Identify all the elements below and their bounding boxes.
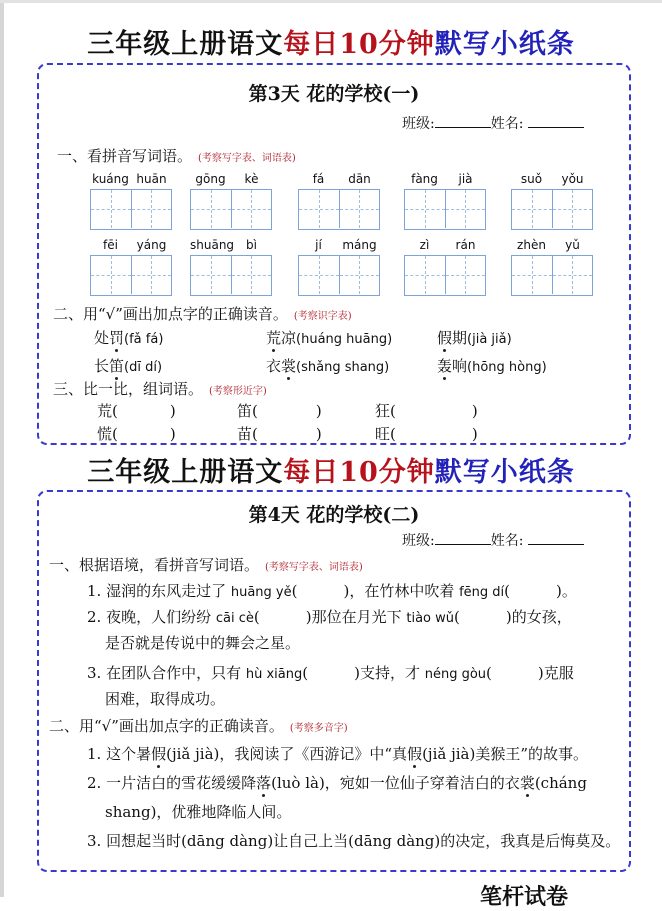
worksheet-card-day3 bbox=[37, 63, 631, 445]
page-left-edge bbox=[0, 0, 4, 897]
class-field[interactable] bbox=[435, 114, 491, 128]
compare-item[interactable]: 旺( ) bbox=[375, 425, 478, 443]
section-label: 一、看拼音写词语。 bbox=[57, 147, 193, 165]
section-heading-2 bbox=[53, 303, 352, 324]
section-label: 三、比一比，组词语。 bbox=[53, 380, 204, 398]
writing-grid[interactable] bbox=[404, 255, 486, 296]
pinyin: yáng bbox=[136, 238, 167, 252]
class-label: 班级: bbox=[402, 116, 435, 132]
dotted-char: 笛 bbox=[109, 357, 125, 375]
section-heading-1 bbox=[57, 145, 296, 166]
section-note: (考察识字表) bbox=[293, 311, 352, 322]
pronunciation-option[interactable]: 衣裳(shǎng shang) bbox=[266, 357, 390, 375]
pinyin-choices: (hōng hòng) bbox=[467, 360, 547, 375]
pinyin: kè bbox=[244, 172, 259, 186]
fill-question-1: 1. 湿润的东风走过了 huāng yě( )，在竹林中吹着 fēng dí( )。 bbox=[87, 582, 577, 600]
section-label: 二、用“√”画出加点字的正确读音。 bbox=[49, 717, 284, 735]
section-note: (考察写字表、词语表) bbox=[265, 562, 363, 573]
section-heading-1 bbox=[49, 554, 363, 575]
pinyin: suǒ bbox=[520, 172, 543, 186]
dotted-char: 轰 bbox=[437, 357, 453, 375]
name-label: 姓名: bbox=[490, 533, 524, 549]
title-black: 三年级上册语文 bbox=[87, 29, 284, 60]
writing-grid[interactable] bbox=[190, 255, 272, 296]
pinyin-choices: (huáng huāng) bbox=[296, 332, 393, 347]
title-red: 每日10分钟 bbox=[283, 457, 435, 488]
worksheet-card-day4 bbox=[37, 490, 631, 872]
pinyin-choices: (jià jiǎ) bbox=[467, 332, 512, 347]
title-blue: 默写小纸条 bbox=[434, 457, 575, 488]
writing-grid[interactable] bbox=[511, 189, 593, 230]
class-field[interactable] bbox=[435, 531, 491, 545]
main-title-1 bbox=[0, 22, 662, 61]
compare-item[interactable]: 笛( ) bbox=[237, 402, 322, 420]
pronunciation-option[interactable]: 长笛(dī dí) bbox=[94, 357, 163, 375]
pinyin: rán bbox=[455, 238, 476, 252]
dotted-char: 假 bbox=[437, 329, 453, 347]
card-title: 第4天 花的学校(二) bbox=[248, 504, 420, 526]
reading-question-2[interactable]: 2. 一片洁白的雪花缓缓降落(luò là)，宛如一位仙子穿着洁白的衣裳(cháng bbox=[87, 774, 587, 792]
dotted-char: 裳 bbox=[281, 357, 297, 375]
writing-grid[interactable] bbox=[404, 189, 486, 230]
compare-item[interactable]: 狂( ) bbox=[375, 402, 478, 420]
pinyin-choices: (dī dí) bbox=[124, 360, 163, 375]
pinyin: jí bbox=[315, 238, 322, 252]
section-label: 二、用“√”画出加点字的正确读音。 bbox=[53, 305, 288, 323]
writing-grid[interactable] bbox=[190, 189, 272, 230]
section-label: 一、根据语境，看拼音写词语。 bbox=[49, 556, 260, 574]
pronunciation-option[interactable]: 处罚(fǎ fá) bbox=[94, 329, 164, 347]
fill-question-2-cont: 是否就是传说中的舞会之星。 bbox=[105, 634, 301, 652]
writing-grid[interactable] bbox=[90, 189, 172, 230]
section-heading-2 bbox=[49, 715, 348, 736]
dotted-char: 假 bbox=[407, 745, 423, 763]
page-top-edge bbox=[0, 0, 662, 3]
writing-grid[interactable] bbox=[298, 189, 380, 230]
compare-item[interactable]: 苗( ) bbox=[237, 425, 322, 443]
dotted-char: 荒 bbox=[266, 329, 282, 347]
compare-item[interactable]: 荒( ) bbox=[97, 402, 176, 420]
name-field[interactable] bbox=[528, 531, 584, 545]
reading-question-1[interactable]: 1. 这个暑假(jiǎ jià)，我阅读了《西游记》中“真假(jiǎ jià)美猴王”的故事。 bbox=[87, 745, 588, 763]
section-note: (考察多音字) bbox=[289, 723, 348, 734]
pinyin: zhèn bbox=[517, 238, 546, 252]
section-note: (考察写字表、词语表) bbox=[198, 153, 296, 164]
footer-watermark-partial: 笔杆试卷 bbox=[480, 885, 569, 910]
writing-grid[interactable] bbox=[298, 255, 380, 296]
pronunciation-option[interactable]: 轰响(hōng hòng) bbox=[437, 357, 547, 375]
pinyin-choices: (shǎng shang) bbox=[296, 360, 390, 375]
pinyin: yǔ bbox=[565, 238, 580, 252]
pinyin: dān bbox=[348, 172, 371, 186]
pinyin: bì bbox=[246, 238, 257, 252]
dotted-char: 假 bbox=[151, 745, 167, 763]
pinyin: kuáng bbox=[92, 172, 129, 186]
pinyin: fá bbox=[312, 172, 325, 186]
title-red: 每日10分钟 bbox=[283, 29, 435, 60]
name-field[interactable] bbox=[528, 114, 584, 128]
pinyin: fàng bbox=[411, 172, 438, 186]
pronunciation-option[interactable]: 荒凉(huáng huāng) bbox=[266, 329, 393, 347]
reading-question-3[interactable]: 3. 回想起当时(dāng dàng)让自己上当(dāng dàng)的决定，我真是后悔莫及。 bbox=[87, 832, 621, 850]
fill-question-3: 3. 在团队合作中，只有 hù xiāng( )支持，才 néng gòu( )克服 bbox=[87, 664, 574, 682]
dotted-char: 罚 bbox=[109, 329, 125, 347]
class-label: 班级: bbox=[402, 533, 435, 549]
pinyin: jià bbox=[458, 172, 473, 186]
name-label: 姓名: bbox=[490, 116, 524, 132]
compare-item[interactable]: 慌( ) bbox=[97, 425, 176, 443]
pinyin: zì bbox=[419, 238, 430, 252]
title-black: 三年级上册语文 bbox=[87, 457, 284, 488]
fill-question-2: 2. 夜晚，人们纷纷 cāi cè( )那位在月光下 tiào wǔ( )的女孩， bbox=[87, 608, 572, 626]
pinyin: huān bbox=[136, 172, 167, 186]
pinyin: fēi bbox=[103, 238, 118, 252]
class-name-row bbox=[402, 113, 584, 133]
pinyin-choices: (fǎ fá) bbox=[124, 332, 164, 347]
pinyin: máng bbox=[342, 238, 377, 252]
dotted-char: 落 bbox=[256, 774, 272, 792]
pinyin: gōng bbox=[195, 172, 226, 186]
fill-question-3-cont: 困难，取得成功。 bbox=[105, 690, 226, 708]
dotted-char: 裳 bbox=[519, 774, 535, 792]
pinyin: shuāng bbox=[190, 238, 235, 252]
section-heading-3 bbox=[53, 378, 267, 399]
title-blue: 默写小纸条 bbox=[434, 29, 575, 60]
reading-question-2-cont: shang)，优雅地降临人间。 bbox=[105, 803, 292, 821]
writing-grid[interactable] bbox=[90, 255, 172, 296]
writing-grid[interactable] bbox=[511, 255, 593, 296]
section-note: (考察形近字) bbox=[209, 386, 267, 397]
card-title: 第3天 花的学校(一) bbox=[248, 83, 420, 105]
pronunciation-option[interactable]: 假期(jià jiǎ) bbox=[437, 329, 512, 347]
pinyin: yǒu bbox=[561, 172, 584, 186]
main-title-2 bbox=[0, 450, 662, 489]
class-name-row bbox=[402, 530, 584, 550]
